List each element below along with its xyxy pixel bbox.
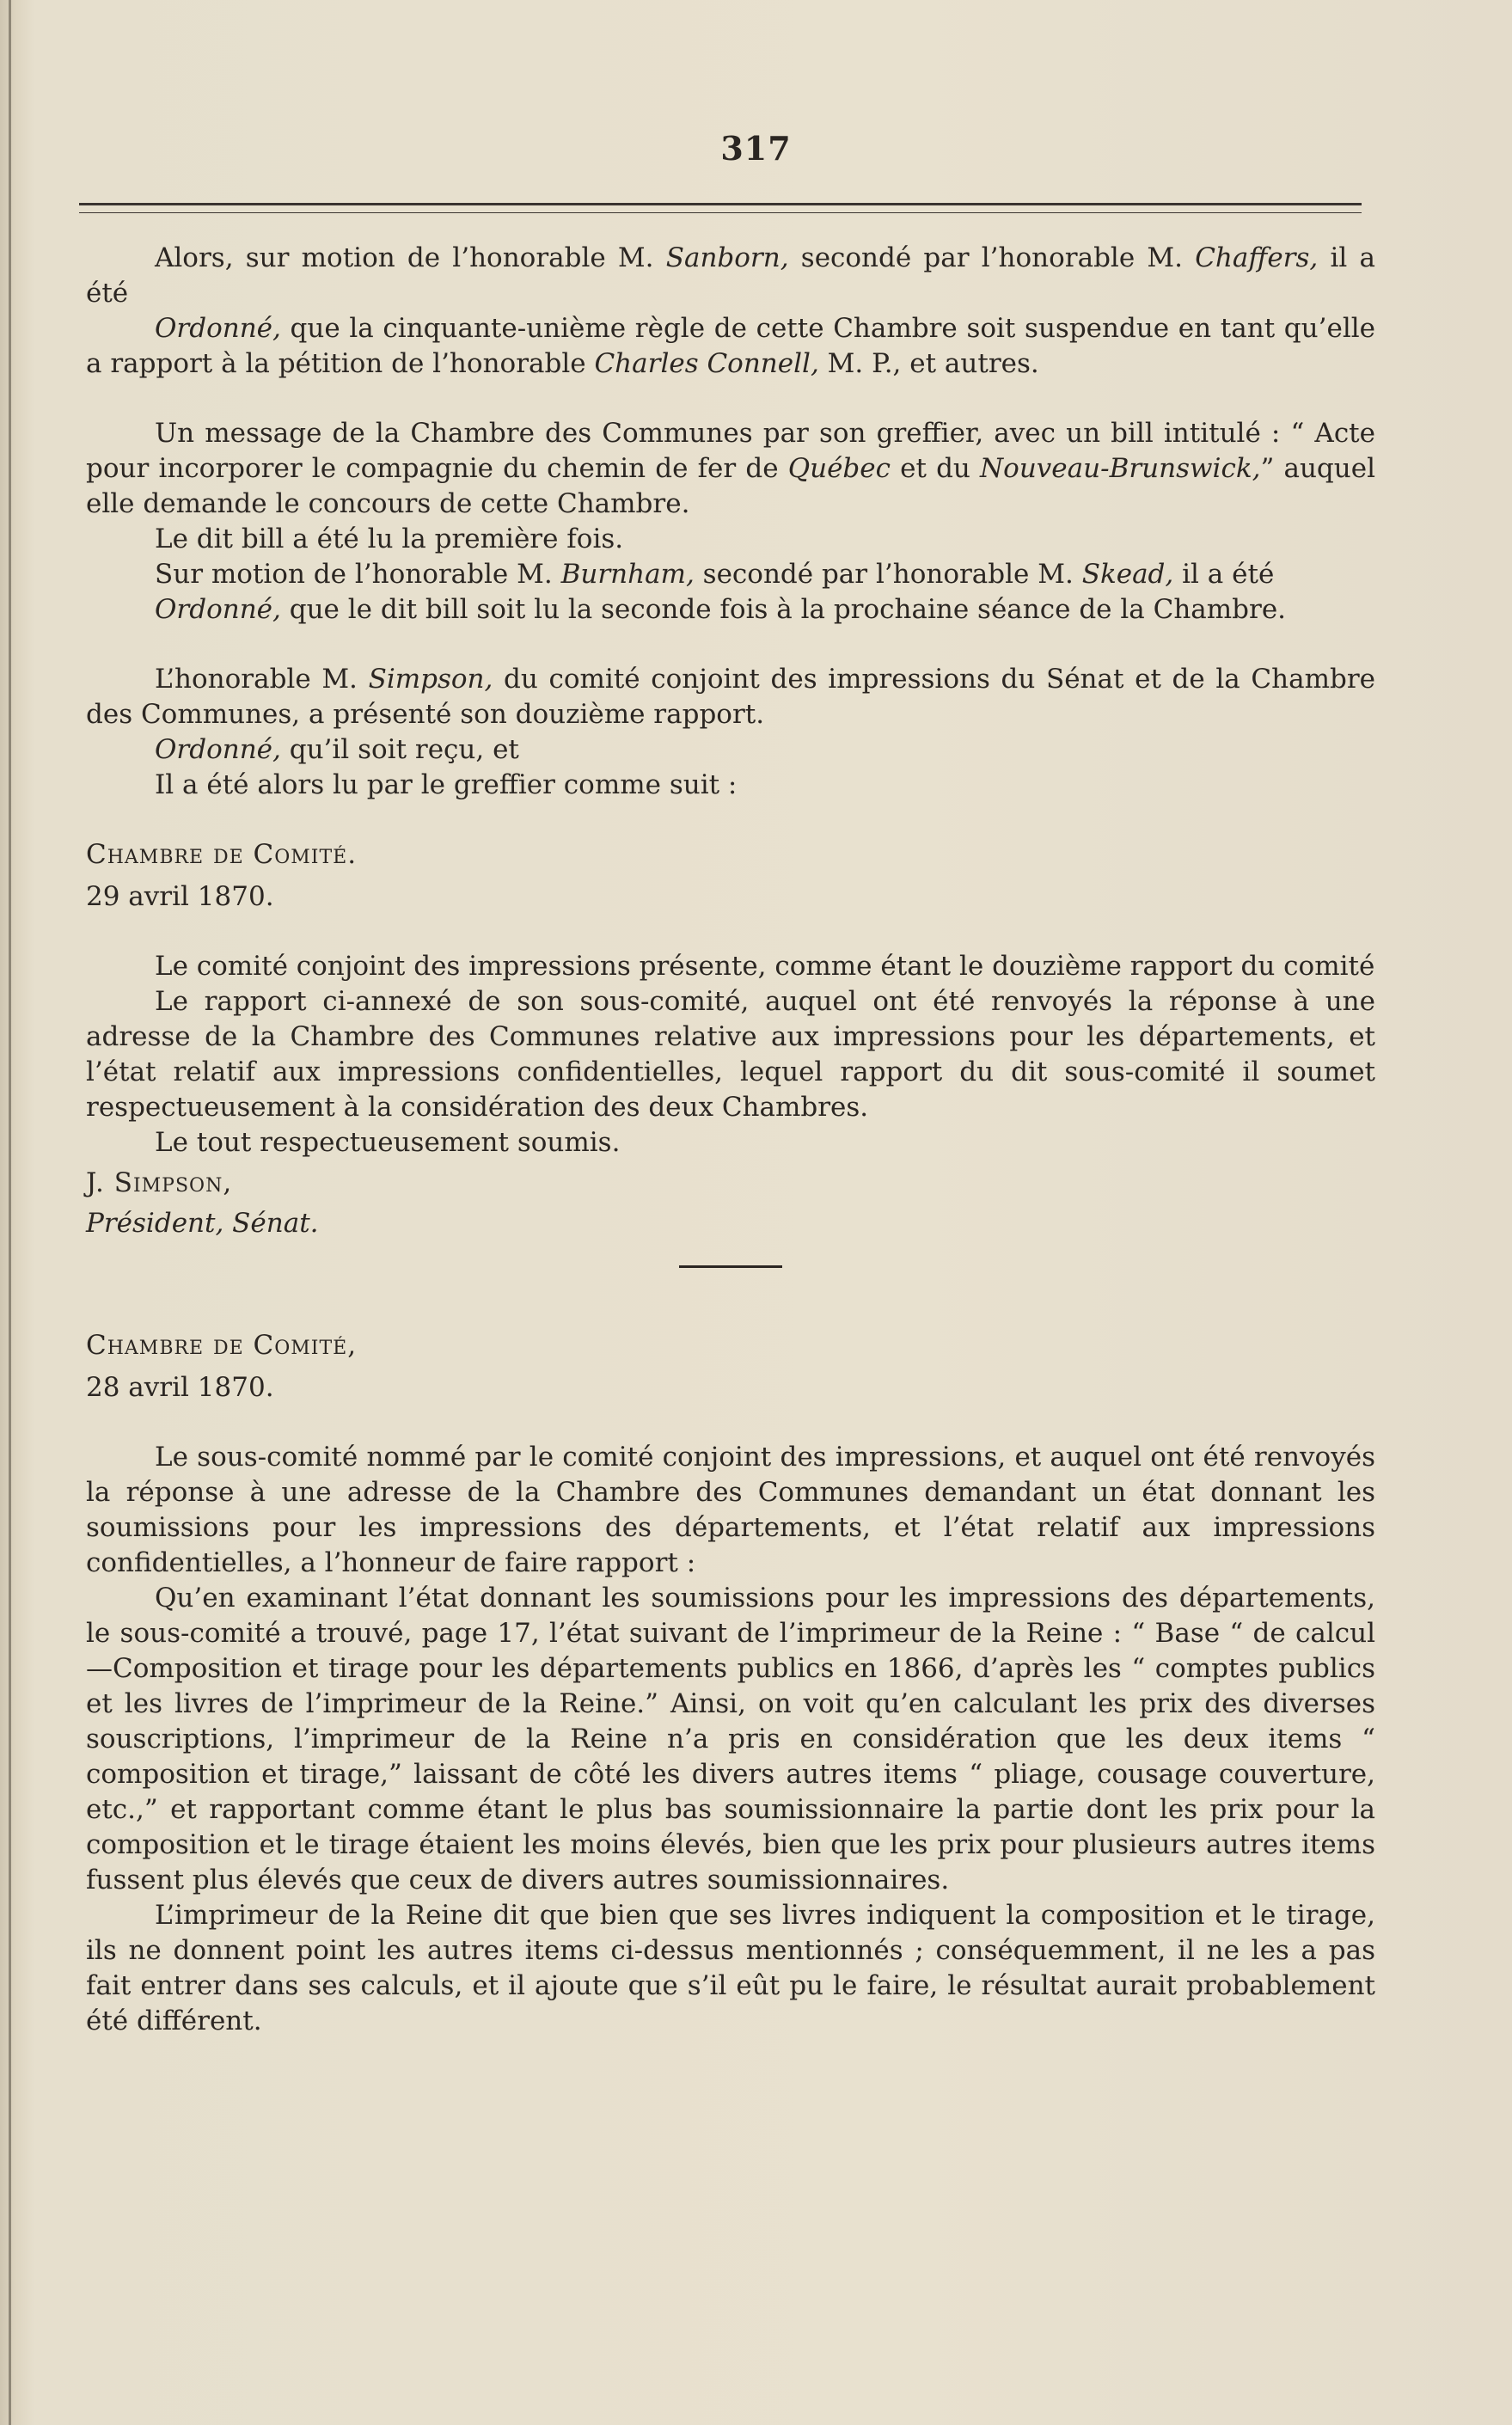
text: et du <box>890 453 981 484</box>
text: il a été <box>86 242 1375 309</box>
report1-paragraph-2: Le rapport ci-annexé de son sous-comité, auquel ont été renvoyés la réponse à une adresse de la Chambre des Communes relative aux impressions pour les départements, et l’état relatif aux impressions confidentielles, lequel rapport du dit sous-comité il soumet respectueusement à la considération des deux Chambres. <box>86 986 1375 1123</box>
name-connell: Charles Connell, <box>594 348 819 379</box>
report1-paragraph-1: Le comité conjoint des impressions présente, comme étant le douzième rapport du comité <box>155 951 1375 982</box>
document-body <box>86 241 1375 2039</box>
text: que le dit bill soit lu la seconde fois à la prochaine séance de la Chambre. <box>280 594 1287 625</box>
motion-sanborn <box>86 241 1375 311</box>
text: il a été <box>1173 559 1275 590</box>
name-burnham: Burnham, <box>560 559 695 590</box>
text: secondé par l’honorable M. <box>694 559 1082 590</box>
header-rule-thick <box>79 203 1362 205</box>
text: secondé par l’honorable M. <box>788 242 1196 273</box>
name-skead: Skead, <box>1081 559 1174 590</box>
report2-paragraph-1: Le sous-comité nommé par le comité conjoint des impressions, et auquel ont été renvoyés la réponse à une adresse de la Chambre des Communes demandant un état donnant les soumissions pour les impressions des départements, et l’état relatif aux impressions confidentielles, a l’honneur de faire rapport : <box>86 1442 1375 1578</box>
text: Un message de la Chambre des Communes par son greffier, avec un bill intitulé : “ Acte pour incorporer le compagnie du chemin de fer de <box>86 418 1375 484</box>
place-quebec: Québec <box>787 453 891 484</box>
report2-paragraph-2: Qu’en examinant l’état donnant les soumissions pour les impressions des départements, le sous-comité a trouvé, page 17, l’état suivant de l’imprimeur de la Reine : “ Base “ de calcul—Composition et tirage pour les départements publics en 1866, d’après les “ comptes publics et les livres de l’imprimeur de la Reine.” Ainsi, on voit qu’en calculant les prix des diverses souscriptions, l’imprimeur de la Reine n’a pris en considération que les deux items “ composition et tirage,” laissant de côté les divers autres items “ pliage, cousage couverture, etc.,” et rapportant comme étant le plus bas soumissionnaire la partie dont les prix pour la composition et le tirage étaient les moins élevés, bien que les prix pour plusieurs autres items fussent plus élevés que ceux de divers autres soumissionnaires. <box>86 1583 1375 1895</box>
report1-heading: Chambre de Comité. <box>86 839 358 870</box>
name-simpson: Simpson, <box>368 664 493 695</box>
text: ” auquel elle demande le concours de cette Chambre. <box>86 453 1375 519</box>
first-reading: Le dit bill a été lu la première fois. <box>155 524 624 554</box>
report1-signer-title: Président, Sénat. <box>86 1208 319 1239</box>
ordonne-label: Ordonné, <box>155 594 281 625</box>
text: Sur motion de l’honorable M. <box>155 559 561 590</box>
commons-message <box>86 416 1375 522</box>
text: L’honorable M. <box>155 664 369 695</box>
name-sanborn: Sanborn, <box>665 242 789 273</box>
text: qu’il soit reçu, et <box>280 734 519 765</box>
text: M. P., et autres. <box>818 348 1039 379</box>
read-by-clerk: Il a été alors lu par le greffier comme suit : <box>155 769 738 800</box>
ordonne-label: Ordonné, <box>155 734 281 765</box>
report2-date: 28 avril 1870. <box>86 1372 274 1403</box>
report2-heading: Chambre de Comité, <box>86 1330 358 1361</box>
text: du comité conjoint des impressions du Sénat et de la Chambre des Communes, a présenté son douzième rapport. <box>86 664 1376 730</box>
page-spine <box>9 0 11 2425</box>
order-received <box>86 732 1375 768</box>
report1-date: 29 avril 1870. <box>86 881 274 912</box>
place-nouveau-brunswick: Nouveau-Brunswick, <box>980 453 1261 484</box>
page-number: 317 <box>720 129 792 168</box>
order-second-reading <box>86 592 1375 628</box>
report1-signer: J. Simpson, <box>86 1167 233 1198</box>
header-rule-thin <box>79 212 1362 213</box>
ordonne-label: Ordonné, <box>155 313 281 344</box>
name-chaffers: Chaffers, <box>1195 242 1319 273</box>
text: Alors, sur motion de l’honorable M. <box>155 242 666 273</box>
simpson-report-intro <box>86 662 1375 732</box>
report2-paragraph-3: L’imprimeur de la Reine dit que bien que ses livres indiquent la composition et le tirage, ils ne donnent point les autres items ci-dessus mentionnés ; conséquemment, il ne les a pas fait entrer dans ses calculs, et il ajoute que s’il eût pu le faire, le résultat aurait probablement été différent. <box>86 1900 1375 2036</box>
order-suspension <box>86 311 1375 382</box>
report1-paragraph-3: Le tout respectueusement soumis. <box>155 1127 621 1158</box>
motion-burnham <box>86 557 1375 592</box>
text: que la cinquante-unième règle de cette Chambre soit suspendue en tant qu’elle a rapport à la pétition de l’honorable <box>86 313 1375 379</box>
